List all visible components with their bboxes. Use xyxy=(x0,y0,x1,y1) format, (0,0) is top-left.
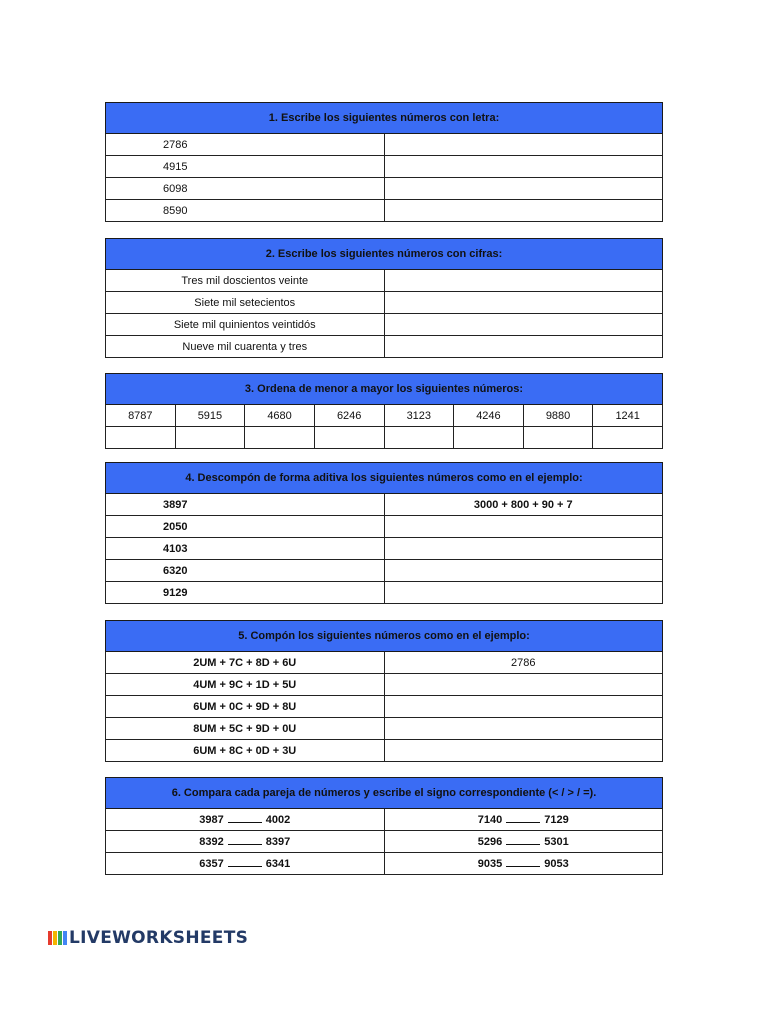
example-answer: 3000 + 800 + 90 + 7 xyxy=(384,494,663,516)
number-cell: 4915 xyxy=(106,156,385,178)
answer-field[interactable] xyxy=(384,336,663,358)
answer-field[interactable] xyxy=(384,516,663,538)
section-5 xyxy=(105,620,663,762)
section-1-title: 1. Escribe los siguientes números con letra: xyxy=(106,103,663,134)
order-answer-field[interactable] xyxy=(384,427,454,449)
sign-field[interactable] xyxy=(506,835,540,845)
order-answer-field[interactable] xyxy=(314,427,384,449)
number-cell: 6320 xyxy=(106,560,385,582)
compare-b: 9053 xyxy=(544,858,569,870)
number-cell: 4246 xyxy=(454,405,524,427)
number-cell: 4103 xyxy=(106,538,385,560)
answer-field[interactable] xyxy=(384,674,663,696)
section-2-title: 2. Escribe los siguientes números con cifras: xyxy=(106,239,663,270)
order-answer-field[interactable] xyxy=(106,427,176,449)
sign-field[interactable] xyxy=(228,813,262,823)
compare-b: 7129 xyxy=(544,814,569,826)
answer-field[interactable] xyxy=(384,314,663,336)
logo-text: LIVEWORKSHEETS xyxy=(69,928,249,948)
order-answer-field[interactable] xyxy=(454,427,524,449)
compare-b: 4002 xyxy=(265,814,291,826)
text-cell: Nueve mil cuarenta y tres xyxy=(106,336,385,358)
compare-b: 5301 xyxy=(544,836,569,848)
compare-pair xyxy=(106,853,385,875)
answer-field[interactable] xyxy=(384,582,663,604)
answer-field[interactable] xyxy=(384,560,663,582)
answer-field[interactable] xyxy=(384,538,663,560)
answer-field[interactable] xyxy=(384,740,663,762)
answer-field[interactable] xyxy=(384,134,663,156)
logo-bar xyxy=(63,931,67,945)
text-cell: Siete mil setecientos xyxy=(106,292,385,314)
compare-a: 3987 xyxy=(199,814,224,826)
order-answer-field[interactable] xyxy=(593,427,663,449)
answer-field[interactable] xyxy=(384,200,663,222)
logo-mark-icon xyxy=(48,931,67,945)
expression-cell: 2UM + 7C + 8D + 6U xyxy=(106,652,385,674)
number-cell: 9129 xyxy=(106,582,385,604)
compare-pair xyxy=(384,809,663,831)
section-1 xyxy=(105,102,663,222)
compare-pair xyxy=(384,853,663,875)
section-4-title: 4. Descompón de forma aditiva los siguientes números como en el ejemplo: xyxy=(106,463,663,494)
section-4 xyxy=(105,462,663,604)
text-cell: Tres mil doscientos veinte xyxy=(106,270,385,292)
example-answer: 2786 xyxy=(384,652,663,674)
compare-b: 6341 xyxy=(265,858,291,870)
number-cell: 3897 xyxy=(106,494,385,516)
sign-field[interactable] xyxy=(228,835,262,845)
expression-cell: 4UM + 9C + 1D + 5U xyxy=(106,674,385,696)
logo-bar xyxy=(48,931,52,945)
text-cell: Siete mil quinientos veintidós xyxy=(106,314,385,336)
section-3-title: 3. Ordena de menor a mayor los siguientes números: xyxy=(106,374,663,405)
answer-field[interactable] xyxy=(384,292,663,314)
liveworksheets-logo xyxy=(48,928,248,948)
answer-field[interactable] xyxy=(384,156,663,178)
compare-a: 8392 xyxy=(199,836,224,848)
expression-cell: 6UM + 8C + 0D + 3U xyxy=(106,740,385,762)
compare-pair xyxy=(106,831,385,853)
sign-field[interactable] xyxy=(506,857,540,867)
answer-field[interactable] xyxy=(384,696,663,718)
number-cell: 3123 xyxy=(384,405,454,427)
number-cell: 6246 xyxy=(314,405,384,427)
compare-pair xyxy=(106,809,385,831)
logo-bar xyxy=(58,931,62,945)
number-cell: 8787 xyxy=(106,405,176,427)
section-3 xyxy=(105,373,663,449)
order-answer-field[interactable] xyxy=(245,427,315,449)
answer-field[interactable] xyxy=(384,718,663,740)
order-answer-field[interactable] xyxy=(523,427,593,449)
logo-bar xyxy=(53,931,57,945)
answer-field[interactable] xyxy=(384,178,663,200)
section-5-title: 5. Compón los siguientes números como en el ejemplo: xyxy=(106,621,663,652)
compare-a: 5296 xyxy=(477,836,503,848)
expression-cell: 8UM + 5C + 9D + 0U xyxy=(106,718,385,740)
section-6-title: 6. Compara cada pareja de números y escribe el signo correspondiente (< / > / =). xyxy=(106,778,663,809)
expression-cell: 6UM + 0C + 9D + 8U xyxy=(106,696,385,718)
answer-field[interactable] xyxy=(384,270,663,292)
order-answer-field[interactable] xyxy=(175,427,245,449)
number-cell: 9880 xyxy=(523,405,593,427)
compare-a: 9035 xyxy=(477,858,503,870)
compare-a: 7140 xyxy=(477,814,503,826)
section-2 xyxy=(105,238,663,358)
number-cell: 2050 xyxy=(106,516,385,538)
number-cell: 2786 xyxy=(106,134,385,156)
number-cell: 6098 xyxy=(106,178,385,200)
number-cell: 8590 xyxy=(106,200,385,222)
compare-b: 8397 xyxy=(265,836,291,848)
compare-pair xyxy=(384,831,663,853)
compare-a: 6357 xyxy=(199,858,224,870)
number-cell: 5915 xyxy=(175,405,245,427)
sign-field[interactable] xyxy=(506,813,540,823)
number-cell: 1241 xyxy=(593,405,663,427)
number-cell: 4680 xyxy=(245,405,315,427)
sign-field[interactable] xyxy=(228,857,262,867)
section-6 xyxy=(105,777,663,875)
